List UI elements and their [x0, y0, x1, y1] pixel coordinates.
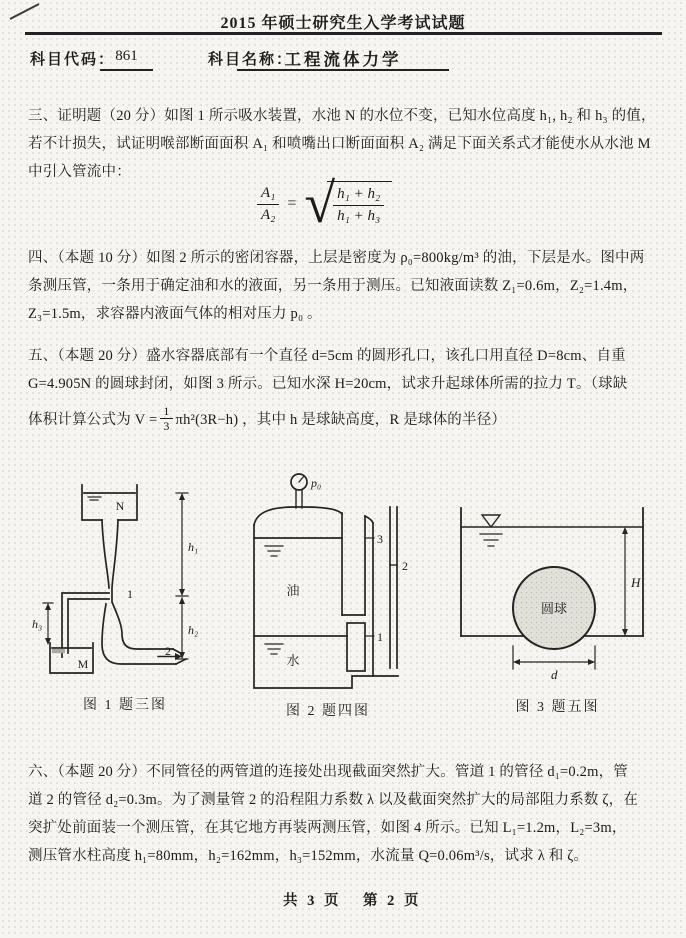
- fraction-denominator: 3: [163, 418, 170, 433]
- depth-dimension-label: H: [631, 575, 641, 590]
- level-mark-3: 3: [377, 532, 383, 546]
- problem4-line3: Z₃=1.5m，求容器内液面气体的相对压力 p₀ 。: [28, 306, 322, 322]
- fraction-numerator: 1: [160, 404, 172, 419]
- tank-m-label: M: [77, 657, 89, 671]
- subject-name-underline: [237, 69, 449, 71]
- square-root: [304, 173, 392, 235]
- figure3-caption: 图 3 题五图: [515, 700, 600, 715]
- subject-name-label: 科目名称：: [208, 52, 294, 68]
- figure1-suction-device: [30, 476, 220, 714]
- outlet-point-label: 2: [165, 644, 171, 658]
- figure1-caption: 图 1 题三图: [83, 698, 167, 713]
- problem5-line3-post: πh²(3R−h) ，其中 h 是球缺高度，R 是球体的半径）: [175, 411, 507, 428]
- fraction-denominator: A₂: [261, 206, 276, 223]
- problem5-line2: G=4.905N 的圆球封闭，如图 3 所示。已知水深 H=20cm，试求升起球体所需的拉力 T。（球缺: [28, 376, 628, 392]
- fraction-numerator: A₁: [257, 183, 279, 205]
- radical-sign: √: [304, 173, 336, 235]
- problem3-line1: 三、证明题（20 分）如图 1 所示吸水装置，水池 N 的水位不变，已知水位高度 h₁, h₂ 和 h₃ 的值，: [28, 108, 656, 124]
- subject-name-value: 工程流体力学: [284, 50, 402, 69]
- problem6-line1: 六、（本题 20 分）不同管径的两管道的连接处出现截面突然扩大。管道 1 的管径 d₁=0.2m，管: [28, 764, 629, 780]
- diameter-dimension-label: d: [551, 667, 558, 682]
- fraction-denominator: h₁ + h₃: [337, 208, 381, 224]
- problem6-line2: 道 2 的管径 d₂=0.3m。为了测量管 2 的沿程阻力系数 λ 以及截面突然扩大的局部阻力系数 ζ，在: [28, 792, 639, 808]
- h2-dimension-label: h₂: [188, 623, 199, 637]
- subject-code-value: 861: [115, 48, 138, 64]
- subject-code-underline: [100, 69, 153, 71]
- page-title: 2015 年硕士研究生入学考试试题: [220, 15, 466, 32]
- one-third-fraction: [160, 404, 172, 433]
- problem5-line1: 五、（本题 20 分）盛水容器底部有一个直径 d=5cm 的圆形孔口，该孔口用直径 D=8cm、自重: [28, 348, 626, 364]
- total-pages: 共 3 页: [283, 893, 342, 909]
- level-mark-1: 1: [377, 630, 383, 644]
- page-number: 第 2 页: [363, 893, 422, 909]
- figure3-sphere-orifice: [450, 486, 665, 716]
- area-ratio-fraction: [257, 183, 279, 226]
- oil-label: 油: [286, 583, 300, 598]
- sphere-label: 圆球: [540, 601, 568, 616]
- figure2-drawing: [243, 468, 413, 692]
- tank-n-label: N: [115, 499, 125, 513]
- problem5-line3-pre: 体积计算公式为 V =: [28, 411, 158, 428]
- radicand: [327, 181, 392, 227]
- subject-code-label: 科目代码：: [30, 52, 116, 68]
- level-mark-2: 2: [402, 559, 408, 573]
- problem5-line3: [28, 400, 506, 436]
- header-rule: [25, 32, 662, 35]
- problem6-line3: 突扩处前面装一个测压管，在其它地方再装两测压管，如图 4 所示。已知 L₁=1.2m，L₂=3m，: [28, 820, 627, 836]
- equals-sign: =: [287, 195, 297, 212]
- problem6-line4: 测压管水柱高度 h₁=80mm，h₂=162mm，h₃=152mm，水流量 Q=0.06m³/s，试求 λ 和 ζ。: [28, 848, 589, 864]
- gauge-pressure-label: p₀: [311, 476, 322, 490]
- problem4-line2: 条测压管，一条用于确定油和水的液面，另一条用于测压。已知液面读数 Z₁=0.6m，Z₂=1.4m，: [28, 278, 638, 294]
- figure3-drawing: [450, 486, 665, 682]
- throat-point-label: 1: [127, 587, 133, 601]
- figure2-caption: 图 2 题四图: [286, 704, 370, 719]
- figure1-drawing: [30, 476, 220, 678]
- h3-dimension-label: h₃: [32, 617, 43, 631]
- problem4-line1: 四、（本题 10 分）如图 2 所示的密闭容器，上层是密度为 ρ₀=800kg/m³ 的油，下层是水。图中两: [28, 250, 645, 266]
- problem3-formula: [257, 173, 392, 235]
- height-ratio-fraction: [333, 184, 384, 227]
- problem3-line3: 中引入管流中：: [28, 164, 131, 180]
- figure2-closed-vessel: [243, 468, 413, 720]
- water-label: 水: [286, 653, 300, 668]
- problem3-line2: 若不计损失，试证明喉部断面面积 A₁ 和喷嘴出口断面面积 A₂ 满足下面关系式才能使水从水池 M: [28, 136, 651, 152]
- h1-dimension-label: h₁: [188, 540, 199, 554]
- fraction-numerator: h₁ + h₂: [333, 184, 384, 206]
